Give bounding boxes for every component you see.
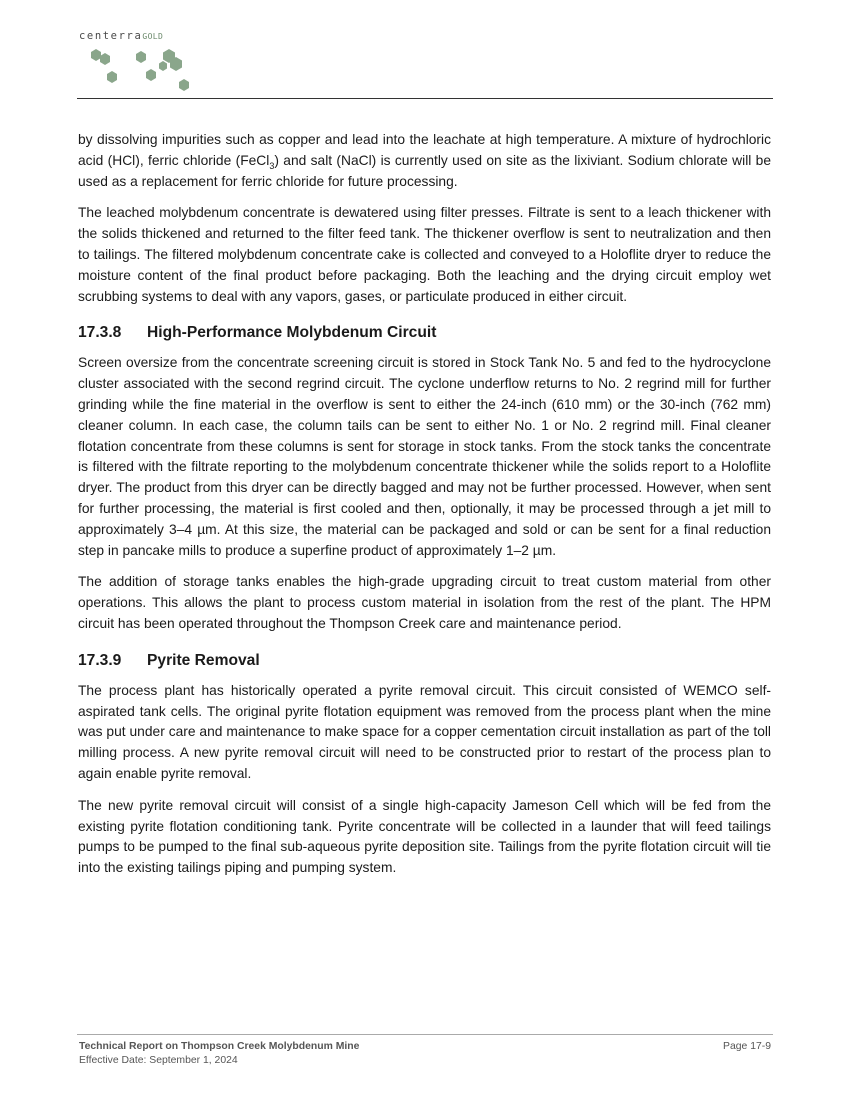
footer-effective-date: Effective Date: September 1, 2024 — [79, 1055, 238, 1066]
document-body — [78, 130, 771, 890]
logo-hexagons-icon — [79, 44, 199, 96]
footer-divider — [77, 1034, 773, 1035]
logo-wordmark-gold: GOLD — [142, 32, 164, 41]
section-heading-hpm — [78, 323, 771, 343]
section-title: High-Performance Molybdenum Circuit — [147, 324, 437, 342]
page-number: Page 17-9 — [723, 1041, 771, 1052]
header-divider — [77, 98, 773, 99]
intro-paragraph-2: The leached molybdenum concentrate is dewatered using filter presses. Filtrate is sent to a leach thickener with the solids thickened and returned to the filter feed tank. The thickener overflow is sent to neutralization and then to tailings. The filtered molybdenum concentrate cake is collected and conveyed to a Holoflite dryer to reduce the moisture content of the final product before packaging. Both the leaching and the drying circuit employ wet scrubbing systems to deal with any vapors, gases, or particulate produced in either circuit. — [78, 205, 771, 304]
footer-report-title: Technical Report on Thompson Creek Molybdenum Mine — [79, 1041, 360, 1052]
section-title: Pyrite Removal — [147, 651, 260, 669]
footer-info — [79, 1040, 359, 1068]
company-logo — [79, 30, 199, 96]
logo-wordmark: centerra — [79, 30, 143, 42]
hpm-paragraph-2: The addition of storage tanks enables the high-grade upgrading circuit to treat custom material from other operations. This allows the plant to process custom material in isolation from the rest of the plant. The HPM circuit has been operated throughout the Thompson Creek care and maintenance period. — [78, 574, 771, 631]
pyrite-paragraph-1: The process plant has historically operated a pyrite removal circuit. This circuit consisted of WEMCO self-aspirated tank cells. The original pyrite flotation equipment was removed from the process plant when the mine was put under care and maintenance to make space for a copper cementation circuit installation as part of the toll milling process. A new pyrite removal circuit will need to be constructed prior to restart of the process plan to again enable pyrite removal. — [78, 682, 771, 781]
hpm-paragraph-1: Screen oversize from the concentrate screening circuit is stored in Stock Tank No. 5 and fed to the hydrocyclone cluster associated with the second regrind circuit. The cyclone underflow returns to No. 2 regrind mill for further grinding while the fine material in the overflow is sent to either the 24-inch (610 mm) or the 30-inch (762 mm) cleaner column. In each case, the column tails can be sent to either No. 1 or No. 2 regrind mill. Final cleaner flotation concentrate from these columns is sent for storage in stock tanks. From the stock tanks the concentrate is filtered with the filtrate reporting to the molybdenum concentrate thickener while the solids report to a Holoflite dryer. The product from this dryer can be directly bagged and may not be further processed. However, when sent for further processing, the material is first cooled and then, optionally, it may be processed through a jet mill to approximately 3–4 µm. At this size, the material can be packaged and sold or can be sent for a final reduction step in pancake mills to produce a superfine product of approximately 1–2 µm. — [78, 355, 771, 558]
pyrite-paragraph-2: The new pyrite removal circuit will consist of a single high-capacity Jameson Cell which will be fed from the existing pyrite flotation conditioning tank. Pyrite concentrate will be collected in a launder that will feed tailings pumps to be pumped to the final sub-aqueous pyrite deposition site. Tailings from the pyrite flotation circuit will tie into the existing tailings piping and pumping system. — [78, 797, 771, 876]
section-number: 17.3.9 — [78, 651, 122, 669]
intro-paragraph-1: by dissolving impurities such as copper and lead into the leachate at high temperature. A mixture of hydrochloric acid (HCl), ferric chloride (FeCl$_3$) and salt (NaCl) is currently used on site as the lixiviant. Sodium chlorate will be used as a replacement for ferric chloride for future processing. — [78, 132, 772, 189]
section-heading-pyrite — [78, 651, 771, 671]
section-number: 17.3.8 — [78, 324, 122, 342]
